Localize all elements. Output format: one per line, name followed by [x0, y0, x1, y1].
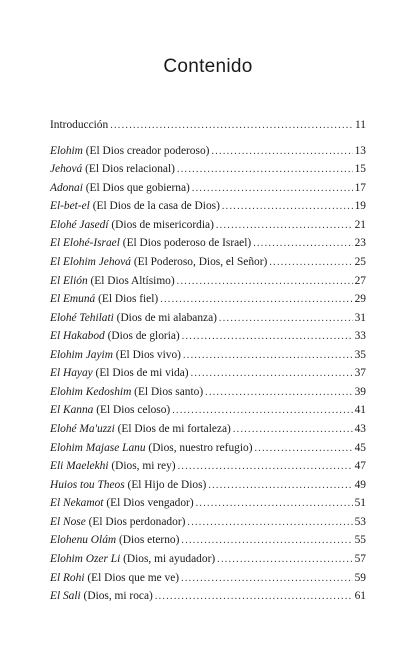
page-title: Contenido — [163, 56, 253, 77]
toc-entry-divine-name: Adonai — [50, 181, 83, 194]
toc-entry-title — [50, 327, 180, 346]
toc-entry-page-number: 55 — [354, 534, 366, 547]
toc-entry-divine-name: El Sali — [50, 590, 81, 603]
toc-entry-title — [50, 494, 194, 513]
toc-entry-page-number: 27 — [354, 274, 366, 287]
toc-entry — [50, 142, 366, 161]
toc-entry-title — [50, 116, 108, 135]
toc-entry-page-number: 49 — [354, 478, 366, 491]
toc-entry-meaning: (El Dios fiel) — [95, 293, 159, 306]
dot-leader — [181, 532, 352, 551]
toc-entry — [50, 439, 366, 458]
toc-entry-meaning: (El Dios de mi vida) — [92, 367, 189, 380]
toc-entry-page-number: 61 — [354, 590, 366, 603]
table-of-contents — [50, 116, 366, 606]
toc-entry-meaning: (Dios eterno) — [116, 534, 180, 547]
toc-entry — [50, 383, 366, 402]
toc-entry — [50, 364, 366, 383]
toc-entry-title — [50, 234, 251, 253]
toc-entry-page-number: 59 — [354, 571, 366, 584]
dot-leader — [183, 347, 353, 366]
toc-entry-page-number: 35 — [354, 348, 366, 361]
toc-entry-page-number: 33 — [354, 330, 366, 343]
toc-entry-divine-name: Elohé Tehilati — [50, 311, 114, 324]
toc-entry-page-number: 45 — [354, 441, 366, 454]
toc-entry-page-number: 29 — [354, 293, 366, 306]
toc-entry-meaning: (Dios de gloria) — [104, 330, 180, 343]
toc-entry-page-number: 41 — [354, 404, 366, 417]
toc-entry — [50, 179, 366, 198]
toc-entry — [50, 569, 366, 588]
toc-entry-meaning: (Dios, mi rey) — [108, 460, 176, 473]
toc-entry-meaning: (El Dios Altísimo) — [87, 274, 175, 287]
toc-entry-page-number: 13 — [354, 144, 366, 157]
toc-entry-page-number: 19 — [354, 200, 366, 213]
toc-entry-meaning: (El Dios perdonador) — [85, 515, 186, 528]
toc-entry-divine-name: El Elohim Jehová — [50, 255, 131, 268]
toc-entry-page-number: 47 — [354, 460, 366, 473]
dot-leader — [187, 514, 352, 533]
toc-entry-divine-name: Elohim — [50, 144, 83, 157]
toc-entry-divine-name: El Elión — [50, 274, 88, 287]
toc-entry — [50, 513, 366, 532]
dot-leader — [172, 402, 352, 421]
dot-leader — [196, 495, 353, 514]
dot-leader — [155, 588, 353, 607]
toc-entry-meaning: (Dios, mi ayudador) — [120, 552, 216, 565]
toc-entry-meaning: (El Dios creador poderoso) — [82, 144, 210, 157]
toc-entry-divine-name: El Nose — [50, 515, 86, 528]
toc-entry-divine-name: El Nekamot — [50, 497, 104, 510]
toc-entry — [50, 494, 366, 513]
dot-leader — [233, 421, 353, 440]
toc-entry-divine-name: El Elohé-Israel — [50, 237, 120, 250]
toc-entry-divine-name: Elohim Kedoshim — [50, 385, 132, 398]
toc-entry-title — [50, 439, 252, 458]
toc-entry-page-number: 23 — [354, 237, 366, 250]
toc-entry — [50, 346, 366, 365]
toc-entry-meaning: (El Dios que gobierna) — [82, 181, 190, 194]
toc-entry-title — [50, 290, 158, 309]
toc-entry — [50, 290, 366, 309]
toc-entry-title — [50, 401, 170, 420]
toc-entry-meaning: (El Dios que me ve) — [84, 571, 180, 584]
toc-entry-title — [50, 513, 185, 532]
toc-entry-meaning: (Dios de mi alabanza) — [113, 311, 217, 324]
dot-leader — [177, 161, 353, 180]
dot-leader — [205, 384, 352, 403]
toc-entry-title — [50, 309, 217, 328]
toc-entry-meaning: (El Poderoso, Dios, el Señor) — [130, 255, 268, 268]
toc-entry-meaning: (El Dios vivo) — [112, 348, 181, 361]
toc-entry-title — [50, 569, 179, 588]
toc-entry — [50, 234, 366, 253]
dot-leader — [216, 217, 353, 236]
toc-entry-page-number: 43 — [354, 423, 366, 435]
toc-entry-divine-name: Jehová — [50, 163, 83, 176]
dot-leader — [217, 551, 352, 570]
dot-leader — [191, 365, 353, 384]
dot-leader — [254, 440, 352, 459]
toc-entry — [50, 216, 366, 235]
toc-entry-divine-name: Elohim Ozer Li — [50, 552, 121, 565]
toc-entry — [50, 309, 366, 328]
dot-leader — [222, 198, 353, 217]
toc-entry-meaning: (Dios, mi roca) — [80, 590, 153, 603]
dot-leader — [182, 328, 353, 347]
toc-entry — [50, 476, 366, 495]
dot-leader — [253, 235, 352, 254]
toc-entry-page-number: 31 — [354, 311, 366, 324]
toc-entry-page-number: 57 — [354, 552, 366, 565]
toc-entry-title — [50, 346, 181, 365]
toc-entry-title — [50, 272, 175, 291]
toc-entry-page-number: 39 — [354, 385, 366, 398]
toc-entry-title — [50, 142, 209, 161]
toc-entry-title — [50, 531, 179, 550]
toc-entry-meaning: (El Dios poderoso de Israel) — [119, 237, 252, 250]
toc-entry-title — [50, 457, 176, 476]
toc-entry-meaning: (Dios, nuestro refugio) — [145, 441, 253, 454]
toc-entry-divine-name: El Hayay — [50, 367, 93, 380]
toc-entry-meaning: (El Dios vengador) — [103, 497, 194, 510]
toc-entry-title — [50, 550, 215, 569]
toc-entry — [50, 550, 366, 569]
toc-entry-title — [50, 587, 153, 606]
toc-entry-divine-name: Elohé Ma'uzzi — [50, 423, 115, 435]
toc-entry — [50, 587, 366, 606]
toc-entry-page-number: 51 — [354, 497, 366, 510]
dot-leader — [177, 273, 353, 292]
toc-entry-page-number: 21 — [354, 218, 366, 231]
toc-entry-divine-name: Elohé Jasedí — [50, 218, 109, 231]
toc-entry-title — [50, 160, 175, 179]
toc-entry — [50, 272, 366, 291]
toc-entry-page-number: 37 — [354, 367, 366, 380]
toc-entry-divine-name: El Emuná — [50, 293, 96, 306]
toc-entry — [50, 420, 366, 439]
toc-entry-meaning: Introducción — [50, 119, 109, 131]
dot-leader — [211, 143, 352, 162]
dot-leader — [178, 458, 353, 477]
toc-entry-title — [50, 179, 190, 198]
toc-entry-title — [50, 420, 231, 439]
toc-entry-meaning: (El Dios de la casa de Dios) — [89, 200, 220, 213]
toc-entry-page-number: 53 — [354, 515, 366, 528]
toc-entry-meaning: (El Dios celoso) — [93, 404, 171, 417]
dot-leader — [181, 570, 353, 589]
toc-entry — [50, 253, 366, 272]
toc-entry-meaning: (El Dios de mi fortaleza) — [114, 423, 231, 435]
toc-entry-page-number: 17 — [354, 181, 366, 194]
toc-entry-page-number: 25 — [354, 255, 366, 268]
toc-entry-page-number: 11 — [355, 119, 366, 131]
toc-entry-meaning: (El Dios santo) — [131, 385, 204, 398]
toc-entry-divine-name: El Hakabod — [50, 330, 105, 343]
dot-leader — [192, 180, 353, 199]
toc-entry-title — [50, 383, 203, 402]
toc-entry-divine-name: El Kanna — [50, 404, 94, 417]
toc-entry-divine-name: Elohim Majase Lanu — [50, 441, 146, 454]
toc-entry-title — [50, 364, 189, 383]
toc-entry-title — [50, 476, 206, 495]
toc-entry-divine-name: Eli Maelekhi — [50, 460, 109, 473]
toc-entry-divine-name: El-bet-el — [50, 200, 90, 213]
dot-leader — [219, 310, 353, 329]
toc-entry-divine-name: Elohim Jayim — [50, 348, 113, 361]
toc-entry — [50, 327, 366, 346]
toc-entry-meaning: (Dios de misericordia) — [108, 218, 214, 231]
toc-entry-divine-name: Elohenu Olám — [50, 534, 117, 547]
dot-leader — [160, 291, 352, 310]
toc-entry — [50, 457, 366, 476]
toc-entry-meaning: (El Hijo de Dios) — [124, 478, 207, 491]
toc-entry-title — [50, 197, 220, 216]
toc-entry-meaning: (El Dios relacional) — [82, 163, 175, 176]
toc-entry-title — [50, 216, 214, 235]
toc-entry-divine-name: El Rohi — [50, 571, 85, 584]
dot-leader — [208, 477, 352, 496]
toc-entry — [50, 197, 366, 216]
dot-leader — [269, 254, 352, 273]
toc-entry-divine-name: Huios tou Theos — [50, 478, 125, 491]
toc-entry — [50, 531, 366, 550]
toc-entry — [50, 160, 366, 179]
toc-entry — [50, 116, 366, 135]
toc-entry-page-number: 15 — [354, 163, 366, 176]
toc-entry — [50, 401, 366, 420]
toc-entry-title — [50, 253, 267, 272]
dot-leader — [110, 117, 353, 136]
